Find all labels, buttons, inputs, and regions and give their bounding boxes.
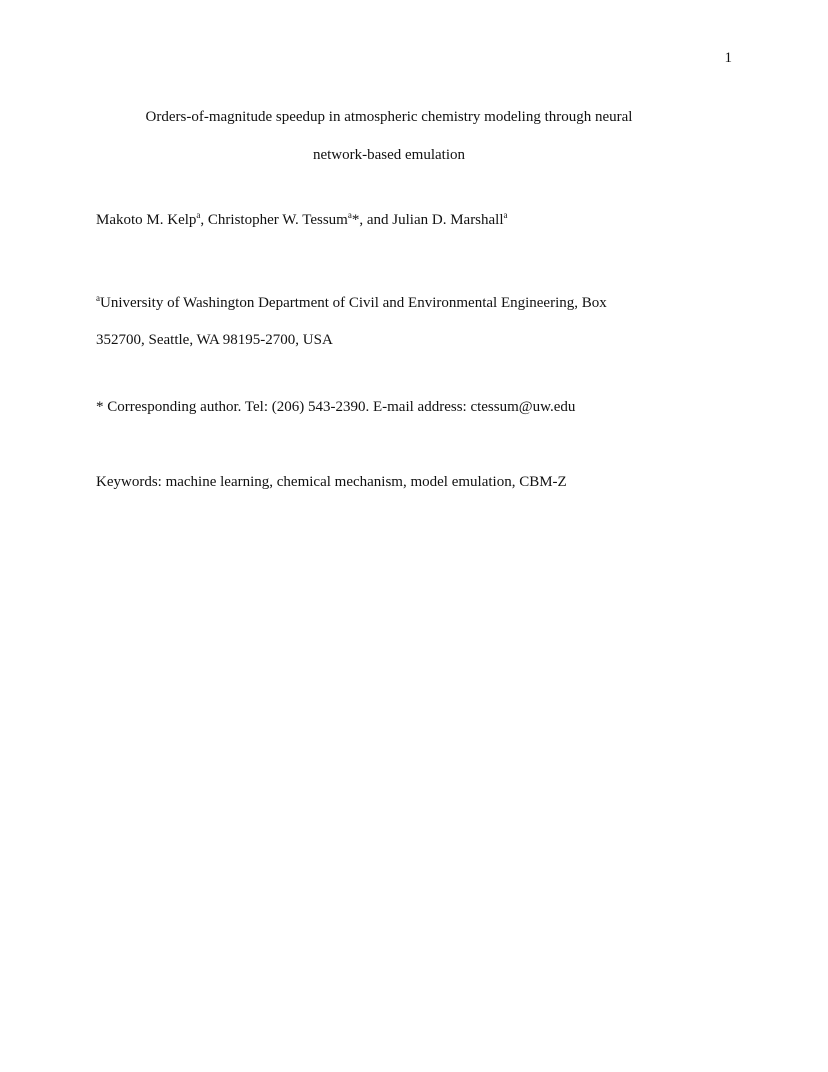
corresponding-author: * Corresponding author. Tel: (206) 543-2390. E-mail address: ctessum@uw.edu: [96, 399, 576, 415]
paper-title: [96, 98, 682, 174]
author-affiliation-mark: a: [503, 210, 508, 220]
affiliation-text-1: University of Washington Department of Civil and Environmental Engineering, Box: [100, 295, 607, 311]
affiliation-line-2: 352700, Seattle, WA 98195-2700, USA: [96, 332, 333, 348]
keywords: Keywords: machine learning, chemical mechanism, model emulation, CBM-Z: [96, 474, 567, 490]
title-line-1: Orders-of-magnitude speedup in atmospheric chemistry modeling through neural: [145, 109, 633, 125]
affiliation-line-1: [96, 285, 716, 322]
author-affiliation-mark: a: [196, 210, 201, 220]
author-name: Makoto M. Kelp: [96, 212, 197, 228]
author-name: Julian D. Marshall: [392, 212, 504, 228]
author-separator: ,: [200, 212, 208, 228]
author-affiliation-mark: a: [347, 210, 352, 220]
corresponding-mark: *: [351, 212, 360, 228]
affiliation: [96, 285, 716, 359]
title-line-2: network-based emulation: [312, 147, 466, 163]
author-separator: , and: [359, 212, 393, 228]
page-number: 1: [724, 50, 732, 66]
author-name: Christopher W. Tessum: [207, 212, 348, 228]
affiliation-mark: a: [96, 293, 100, 303]
author-list: [96, 209, 508, 231]
